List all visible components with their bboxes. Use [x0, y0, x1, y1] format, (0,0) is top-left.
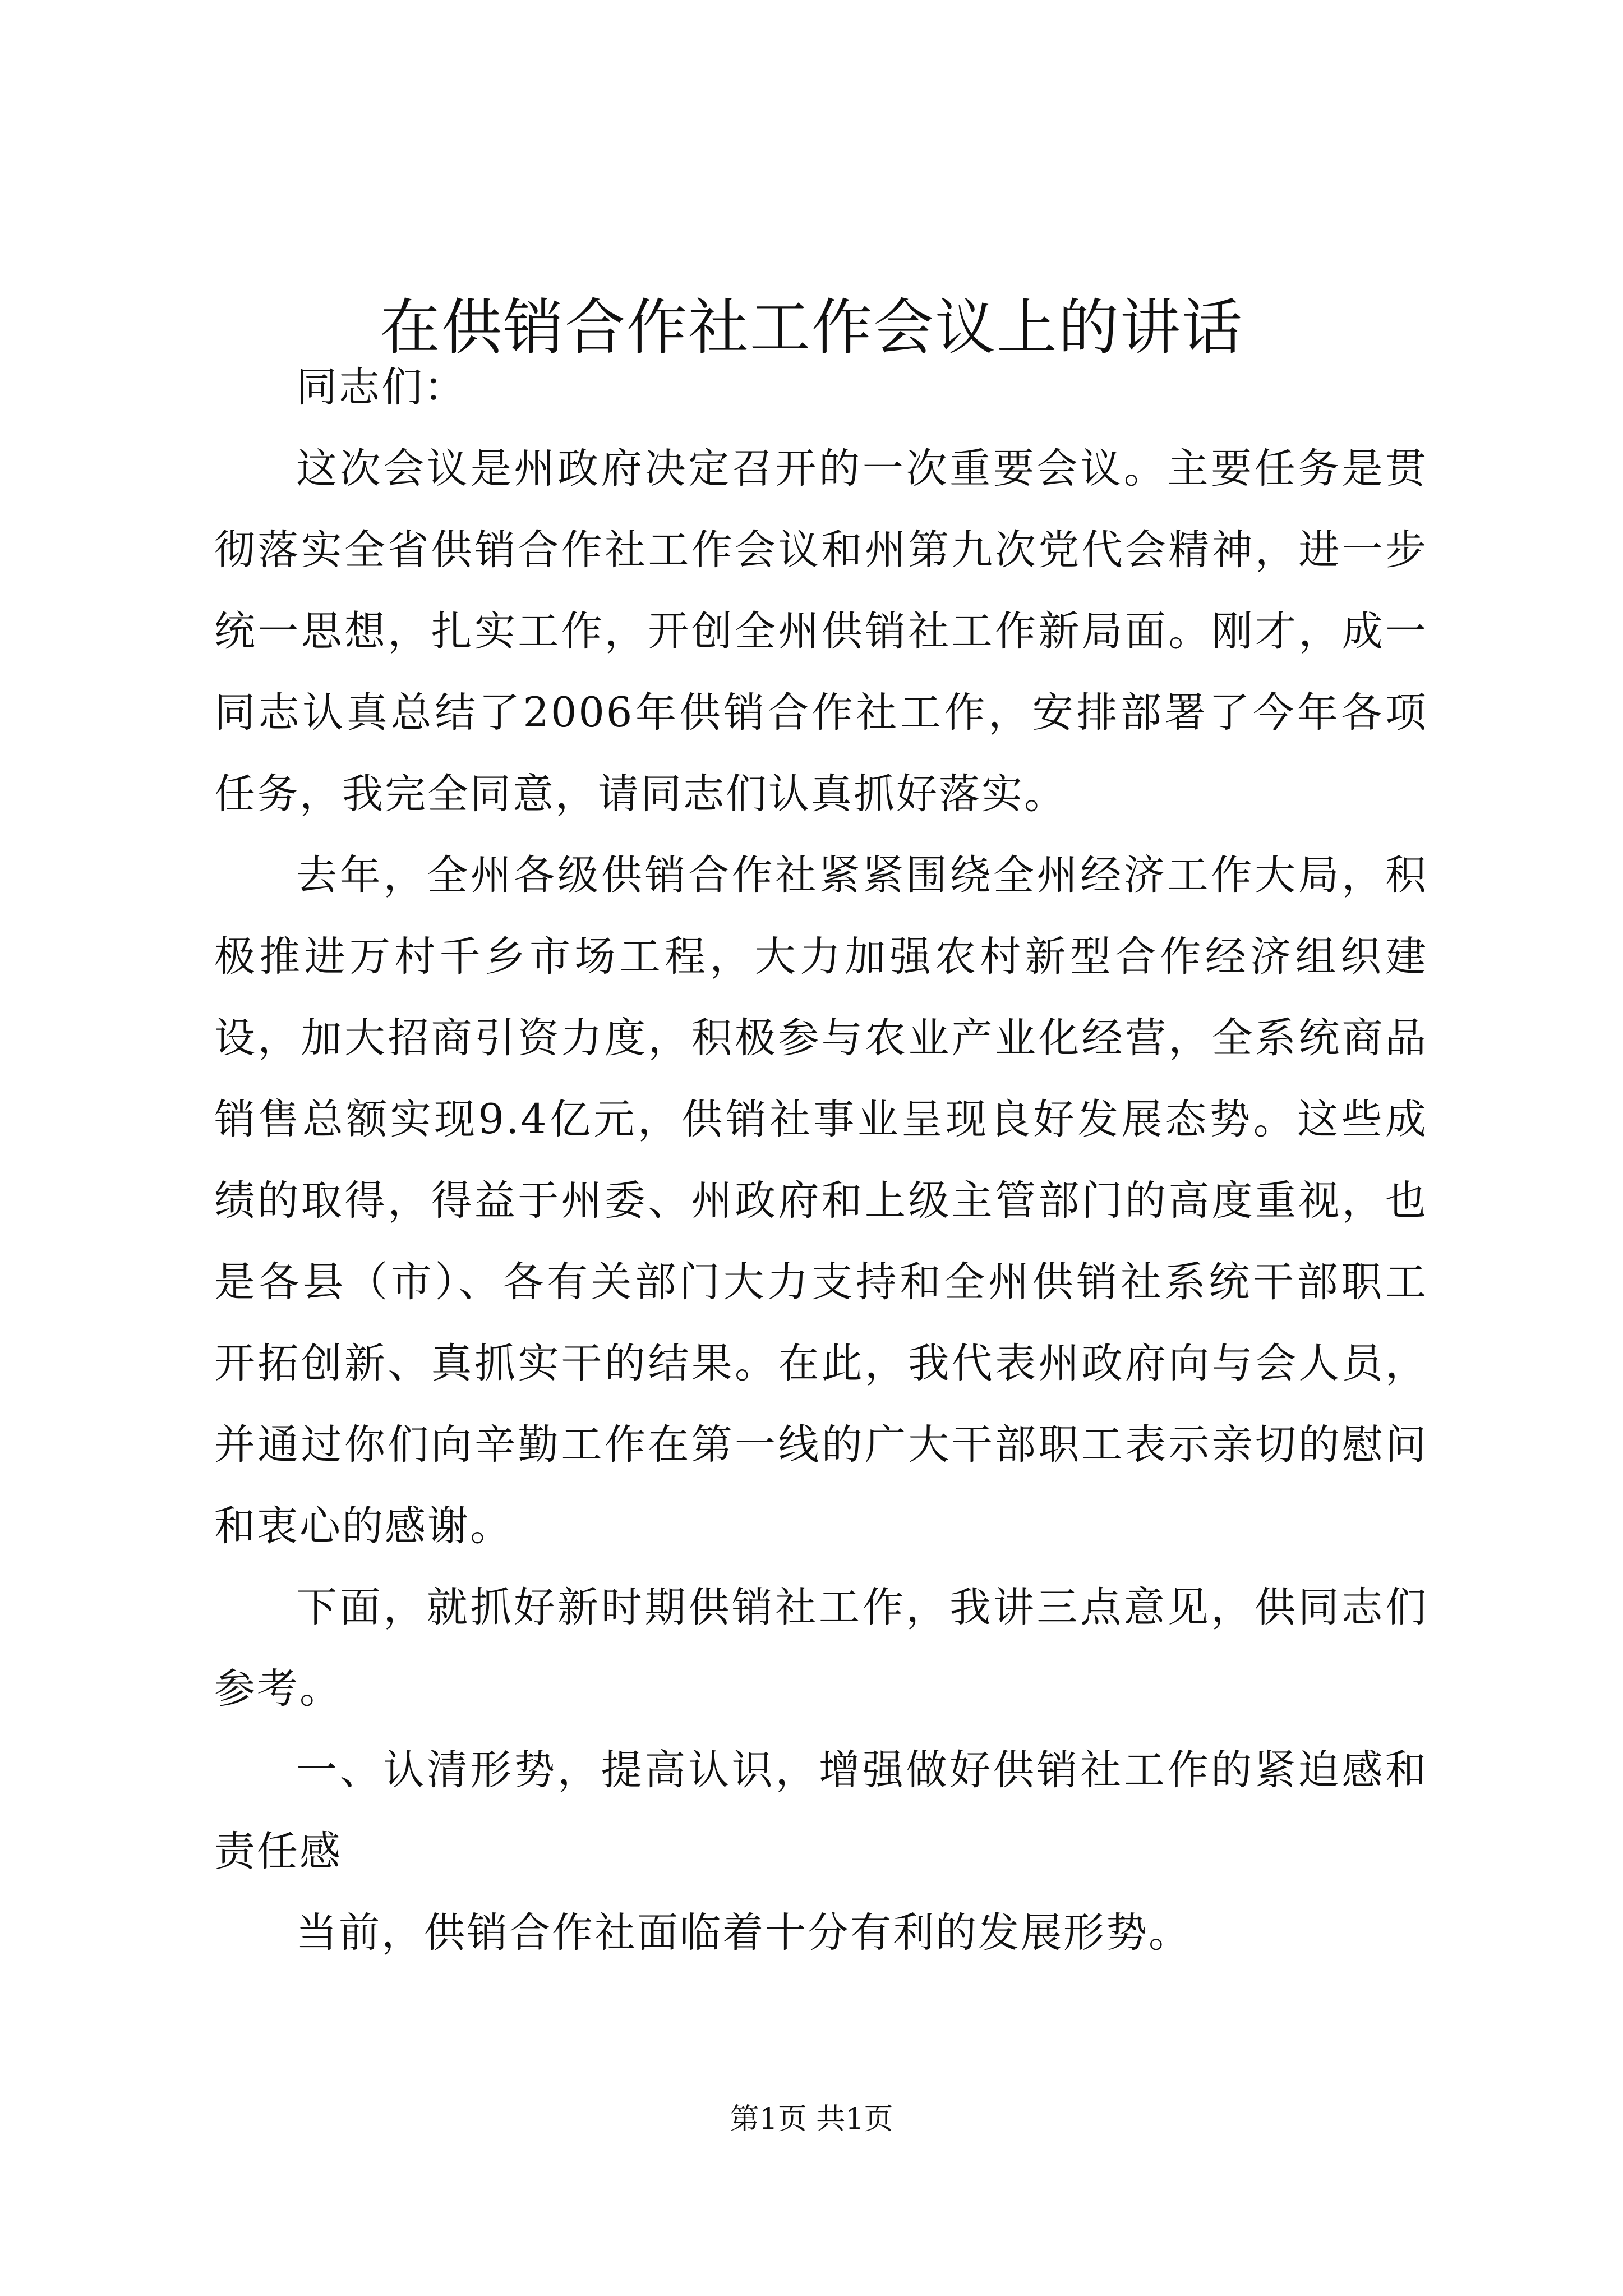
document-title: 在供销合作社工作会议上的讲话: [379, 293, 1243, 363]
paragraph-last-year-achievements: 去年，全州各级供销合作社紧紧围绕全州经济工作大局，积极推进万村千乡市场工程，大力加强农村新型合作经济组织建设，加大招商引资力度，积极参与农业产业化经营，全系统商品销售总额实现9.4亿元，供销社事业呈现良好发展态势。这些成绩的取得，得益于州委、州政府和上级主管部门的高度重视，也是各县（市）、各有关部门大力支持和全州供销社系统干部职工开拓创新、真抓实干的结果。在此，我代表州政府向与会人员，并通过你们向辛勤工作在第一线的广大干部职工表示亲切的慰问和衷心的感谢。: [214, 852, 1428, 1550]
paragraph-meeting-purpose: 这次会议是州政府决定召开的一次重要会议。主要任务是贯彻落实全省供销合作社工作会议和州第九次党代会精神，进一步统一思想，扎实工作，开创全州供销社工作新局面。刚才，成一同志认真总结了2006年供销合作社工作，安排部署了今年各项任务，我完全同意，请同志们认真抓好落实。: [214, 445, 1428, 818]
paragraph-section-heading-1: 一、认清形势，提高认识，增强做好供销社工作的紧迫感和责任感: [214, 1746, 1428, 1875]
page-number-footer: 第1页 共1页: [730, 2102, 893, 2136]
paragraph-current-situation: 当前，供销合作社面临着十分有利的发展形势。: [296, 1909, 1191, 1957]
paragraph-three-opinions: 下面，就抓好新时期供销社工作，我讲三点意见，供同志们参考。: [214, 1584, 1428, 1713]
paragraph-salutation: 同志们：: [296, 364, 467, 411]
document-body: [214, 347, 1428, 1973]
